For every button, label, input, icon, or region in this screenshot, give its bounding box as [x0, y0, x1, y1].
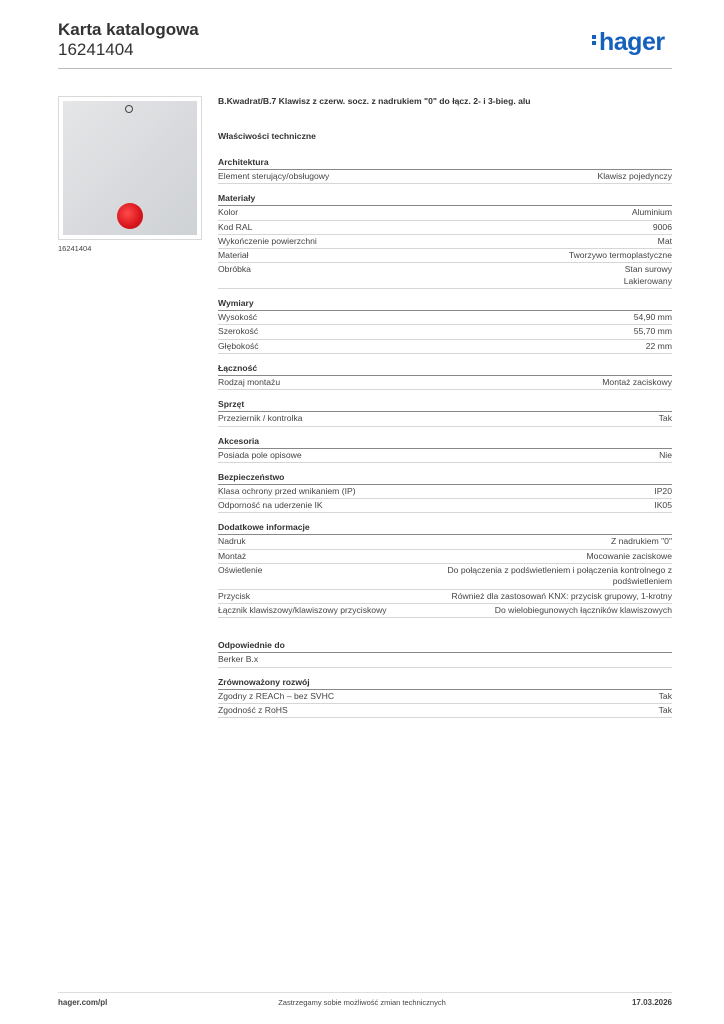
spec-label: Montaż — [218, 550, 247, 561]
spec-value: Tak — [658, 704, 672, 715]
spec-label: Kolor — [218, 207, 239, 218]
section-title: Właściwości techniczne — [218, 131, 316, 141]
document-header — [58, 20, 199, 60]
spec-group — [218, 193, 672, 289]
spec-value: Stan surowy Lakierowany — [623, 264, 672, 286]
spec-value: 9006 — [652, 221, 672, 232]
group-title: Bezpieczeństwo — [218, 472, 672, 485]
spec-row — [218, 535, 672, 549]
spec-row — [218, 412, 672, 426]
group-title: Zrównoważony rozwój — [218, 677, 672, 690]
spec-value: 22 mm — [645, 340, 672, 351]
spec-label: Posiada pole opisowe — [218, 449, 302, 460]
spec-label: Zgodny z REACh – bez SVHC — [218, 690, 335, 701]
spec-row — [218, 564, 672, 590]
spec-label: Oświetlenie — [218, 565, 263, 576]
spec-value: Do wielobiegunowych łączników klawiszowych — [494, 604, 672, 615]
spec-row — [218, 376, 672, 390]
header-divider — [58, 68, 672, 69]
document-title: Karta katalogowa — [58, 20, 199, 39]
red-lens-icon — [117, 203, 143, 229]
group-title: Sprzęt — [218, 399, 672, 412]
spec-content — [218, 96, 672, 727]
footer-date: 17.03.2026 — [631, 998, 672, 1007]
spec-group — [218, 472, 672, 514]
footer-notice: Zastrzegamy sobie możliwość zmian technicznych — [278, 998, 446, 1007]
spec-row — [218, 206, 672, 220]
spec-row — [218, 704, 672, 718]
spec-row — [218, 604, 672, 618]
spec-label: Łącznik klawiszowy/klawiszowy przyciskowy — [218, 604, 387, 615]
spec-label: Obróbka — [218, 264, 251, 275]
spec-label: Wysokość — [218, 312, 258, 323]
spec-group — [218, 363, 672, 390]
spec-row — [218, 170, 672, 184]
spec-value: Klawisz pojedynczy — [597, 171, 672, 181]
footer-divider — [58, 992, 672, 993]
spec-label: Rodzaj montażu — [218, 376, 281, 387]
spec-group — [218, 522, 672, 618]
spec-label: Materiał — [218, 250, 249, 261]
spec-label: Element sterujący/obsługowy — [218, 171, 330, 181]
spec-value: IK05 — [654, 500, 672, 511]
group-title: Łączność — [218, 363, 672, 376]
footer-website[interactable]: hager.com/pl — [58, 998, 108, 1007]
spec-label: Berker B.x — [218, 654, 259, 665]
spec-label: Nadruk — [218, 536, 246, 547]
spec-group — [218, 157, 672, 184]
spec-value: Tworzywo termoplastyczne — [568, 250, 672, 261]
spec-row — [218, 499, 672, 513]
spec-row — [218, 550, 672, 564]
spec-row — [218, 235, 672, 249]
spec-row — [218, 221, 672, 235]
spec-value: Montaż zaciskowy — [602, 376, 672, 387]
spec-label: Zgodność z RoHS — [218, 704, 288, 715]
group-title: Wymiary — [218, 298, 672, 311]
spec-group — [218, 436, 672, 463]
spec-label: Wykończenie powierzchni — [218, 235, 317, 246]
logo-dots-icon — [592, 33, 597, 47]
spec-label: Przycisk — [218, 590, 250, 601]
spec-value: Mat — [657, 235, 672, 246]
spec-value: Tak — [658, 413, 672, 424]
spec-value: Do połączenia z podświetleniem i połączenia kontrolnego z podświetleniem — [447, 565, 672, 587]
spec-row — [218, 325, 672, 339]
spec-label: Kod RAL — [218, 221, 253, 232]
spec-label: Klasa ochrony przed wnikaniem (IP) — [218, 485, 356, 496]
product-description: B.Kwadrat/B.7 Klawisz z czerw. socz. z nadrukiem "0" do łącz. 2- i 3-bieg. alu — [218, 96, 531, 106]
spec-group — [218, 399, 672, 426]
spec-row — [218, 311, 672, 325]
spec-value: Z nadrukiem "0" — [610, 536, 672, 547]
spec-row — [218, 249, 672, 263]
spec-label: Odporność na uderzenie IK — [218, 500, 323, 511]
spec-value: Aluminium — [631, 207, 672, 218]
switch-cover-image — [63, 101, 197, 235]
spec-group — [218, 298, 672, 354]
spec-label: Szerokość — [218, 326, 259, 337]
logo-text: hager — [599, 28, 665, 56]
spec-row — [218, 263, 672, 289]
spec-row — [218, 340, 672, 354]
spec-row — [218, 485, 672, 499]
spec-groups — [218, 157, 672, 718]
spec-label: Głębokość — [218, 340, 259, 351]
spec-group — [218, 640, 672, 667]
product-image — [58, 96, 202, 240]
spec-row — [218, 690, 672, 704]
hager-logo — [592, 28, 665, 57]
spec-row — [218, 449, 672, 463]
group-title: Odpowiednie do — [218, 640, 672, 653]
spec-value: 54,90 mm — [633, 312, 672, 323]
image-caption: 16241404 — [58, 244, 92, 253]
spec-group — [218, 677, 672, 719]
spec-value: Mocowanie zaciskowe — [586, 550, 672, 561]
group-title: Dodatkowe informacje — [218, 522, 672, 535]
spec-value: Tak — [658, 690, 672, 701]
marker-ring-icon — [125, 105, 133, 113]
spec-value: 55,70 mm — [633, 326, 672, 337]
spec-label: Przeziernik / kontrolka — [218, 413, 303, 424]
group-title: Architektura — [218, 157, 672, 170]
spec-value: IP20 — [654, 485, 672, 496]
spec-row — [218, 653, 672, 667]
spec-value: Również dla zastosowań KNX: przycisk grupowy, 1-krotny — [451, 590, 672, 601]
spec-value: Nie — [659, 449, 672, 460]
group-title: Materiały — [218, 193, 672, 206]
document-number: 16241404 — [58, 40, 134, 59]
spec-row — [218, 590, 672, 604]
group-title: Akcesoria — [218, 436, 672, 449]
